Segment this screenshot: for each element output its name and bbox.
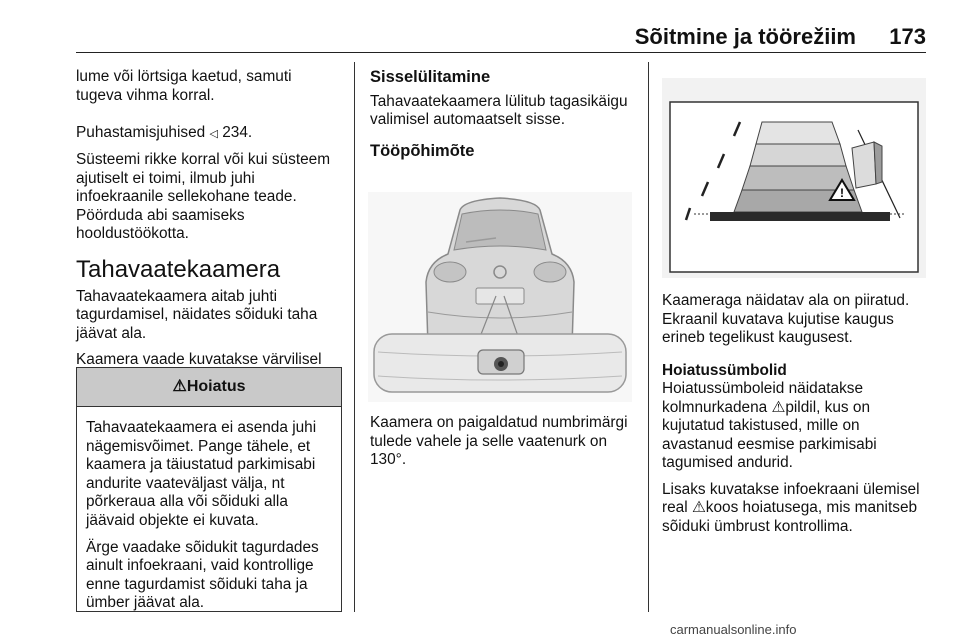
column-divider-1 [354,62,355,612]
column-2 [370,68,634,166]
header-title: Sõitmine ja töörežiim [634,24,856,49]
figure-caption-block [370,414,634,478]
paragraph: Süsteemi rikke korral või kui süsteem ajutiselt ei toimi, ilmub juhi infoekraanile sellekohane teade. Pöörduda abi saamiseks hooldustöökotta. [76,151,331,242]
warning-triangle-icon: ⚠ [771,398,786,416]
paragraph: lume või lörtsiga kaetud, samuti tugeva vihma korral. [76,68,292,104]
warning-title: Hoiatus [186,378,246,395]
warning-box [76,367,342,612]
paragraph [662,481,926,537]
section-heading: Hoiatussümbolid [662,361,787,379]
warning-paragraph: Ärge vaadake sõidukit tagurdades ainult infoekraani, vaid kontrollige enne tagurdamist sõiduki taha ja ümber jäävat ala. [86,538,319,612]
camera-view-screen-illustration [662,78,926,278]
column-divider-2 [648,62,649,612]
column-3 [662,292,926,544]
column-1 [76,68,342,396]
paragraph: Tahavaatekaamera aitab juhti tagurdamisel, näidates sõiduki taha jäävat ala. [76,287,318,342]
text: koos hoiatusega, mis manitseb sõiduki ümbrust kontrollima. [662,499,918,535]
ref-arrow-icon: ◁ [209,127,218,140]
warning-paragraph: Tahavaatekaamera ei asenda juhi nägemisvõimet. Pange tähele, et kaamera ja täiustatud parkimisabi andurite vaateväljast välja, nt põrkeraua alla või sõiduki alla jäävaid objekte ei kuvata. [86,419,317,529]
section-heading: Tööpõhimõte [370,141,475,160]
svg-text:!: ! [840,186,844,200]
ref-prefix: Puhastamisjuhised [76,123,210,141]
cross-reference [76,105,342,143]
rear-camera-car-illustration [368,192,632,402]
warning-triangle-icon: ⚠ [691,499,706,516]
paragraph: Tahavaatekaamera lülitub tagasikäigu valimisel automaatselt sisse. [370,92,628,128]
warning-icon: ⚠ [172,378,187,395]
page-number: 173 [889,24,926,49]
watermark: carmanualsonline.info [670,622,797,637]
section-heading: Sisselülitamine [370,68,491,86]
text: pildil, kus on kujutatud takistused, mille on avastanud eesmise parkimisabi tagumised andurid. [662,398,877,471]
warning-header [77,368,341,407]
ref-page: 234. [217,123,253,141]
paragraph [662,380,926,473]
figure-caption: Kaamera on paigaldatud numbrimärgi tulede vahele ja selle vaatenurk on 130°. [370,414,628,468]
paragraph: Kaamera vaade kuvatakse värvilisel [76,351,322,368]
warning-body [77,407,341,613]
paragraph: Kaameraga näidatav ala on piiratud. Ekraanil kuvatava kujutise kaugus erineb tegelikust kaugusest. [662,292,910,346]
header-rule [76,52,926,53]
text: Hoiatussümboleid näidatakse kolmnurkadena [662,380,864,416]
text: Lisaks kuvatakse infoekraani ülemisel real [662,480,920,516]
section-heading: Tahavaatekaamera [76,255,281,283]
